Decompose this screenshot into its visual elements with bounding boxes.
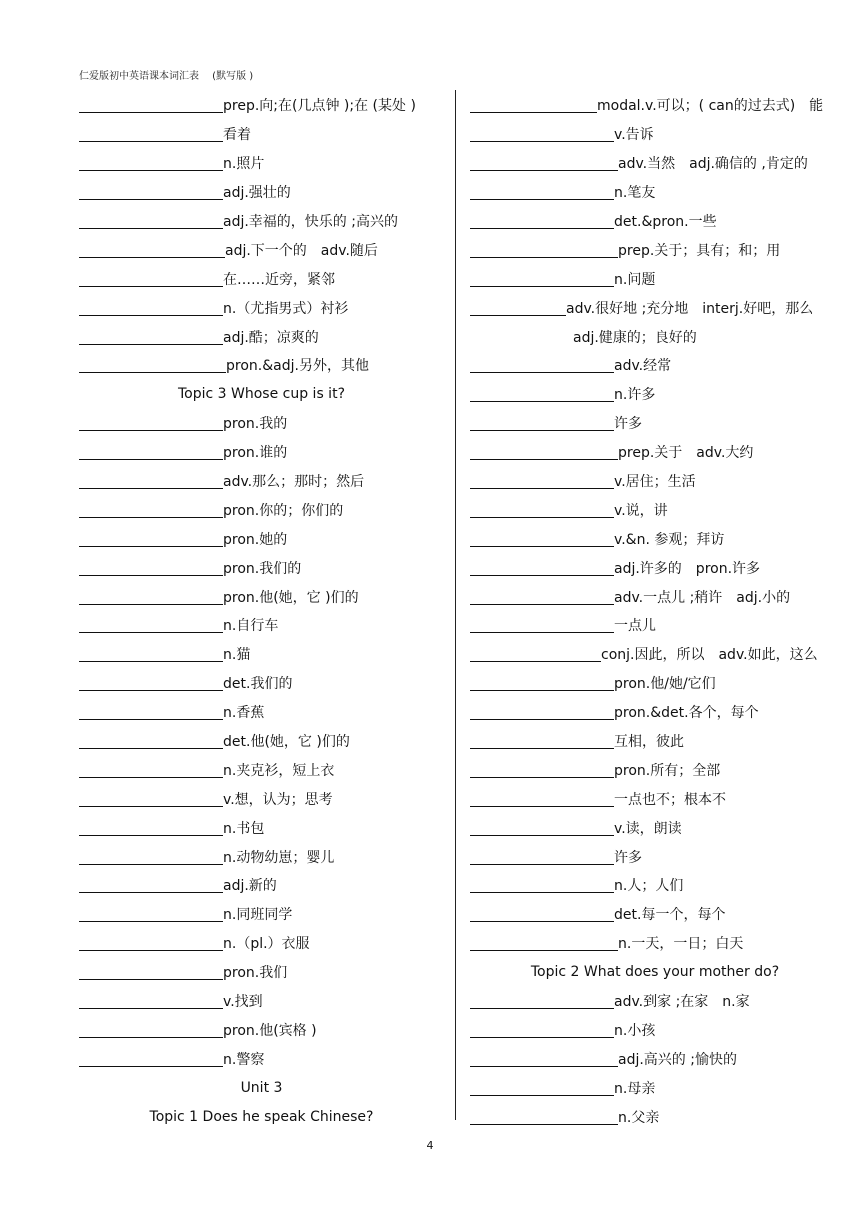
vocab-row: [79, 120, 444, 149]
definition-text: n.自行车: [223, 618, 279, 635]
answer-blank[interactable]: [79, 473, 223, 489]
vocab-row: [79, 524, 444, 553]
answer-blank[interactable]: [470, 473, 614, 489]
answer-blank[interactable]: [79, 820, 223, 836]
answer-blank[interactable]: [470, 242, 618, 258]
definition-text: adj.高兴的 ;愉快的: [618, 1051, 737, 1068]
definition-text: n.夹克衫，短上衣: [223, 762, 335, 779]
definition-text: n.一天，一日；白天: [618, 936, 744, 953]
answer-blank[interactable]: [470, 733, 614, 749]
vocab-row: [79, 409, 444, 438]
page-number: 4: [426, 1139, 434, 1152]
answer-blank[interactable]: [470, 155, 618, 171]
vocab-row: [470, 235, 840, 264]
answer-blank[interactable]: [470, 444, 618, 460]
vocab-row: [470, 929, 840, 958]
vocab-row: [79, 1044, 444, 1073]
vocab-row: [470, 755, 840, 784]
answer-blank[interactable]: [470, 1051, 618, 1067]
definition-text: det.我们的: [223, 676, 293, 693]
answer-blank[interactable]: [470, 415, 614, 431]
vocab-row: [470, 669, 840, 698]
answer-blank[interactable]: [79, 617, 223, 633]
vocab-row: [79, 149, 444, 178]
answer-blank[interactable]: [470, 646, 601, 662]
vocab-row: [470, 524, 840, 553]
answer-blank[interactable]: [470, 906, 614, 922]
vocab-row: [470, 1044, 840, 1073]
answer-blank[interactable]: [470, 877, 614, 893]
definition-text: n.同班同学: [223, 907, 293, 924]
answer-blank[interactable]: [470, 935, 618, 951]
vocab-row: [470, 438, 840, 467]
answer-blank[interactable]: [79, 242, 225, 258]
definition-text: pron.我们: [223, 965, 288, 982]
vocab-row: [79, 293, 444, 322]
definition-text: n.人；人们: [614, 878, 684, 895]
left-column: [79, 91, 444, 1131]
definition-text: pron.&adj.另外，其他: [226, 358, 369, 375]
vocab-row: [79, 698, 444, 727]
definition-text: adj.新的: [223, 878, 277, 895]
vocab-row: [470, 842, 840, 871]
definition-text: adv.一点儿 ;稍许 adj.小的: [614, 589, 791, 606]
definition-text: det.每一个，每个: [614, 907, 726, 924]
vocab-row: [79, 495, 444, 524]
vocab-row: [79, 235, 444, 264]
definition-text: 看着: [223, 127, 251, 144]
answer-blank[interactable]: [79, 560, 223, 576]
definition-text: n.猫: [223, 647, 251, 664]
vocab-row: [79, 669, 444, 698]
vocab-row: [470, 380, 840, 409]
vocab-row: [79, 322, 444, 351]
definition-text: n.许多: [614, 387, 656, 404]
answer-blank[interactable]: [79, 184, 223, 200]
definition-text: pron.他(她，它 )们的: [223, 589, 359, 606]
vocab-row: [79, 553, 444, 582]
answer-blank[interactable]: [470, 704, 614, 720]
vocab-row: [79, 264, 444, 293]
vocab-row: [79, 871, 444, 900]
definition-text: det.他(她，它 )们的: [223, 734, 350, 751]
vocab-row: [79, 582, 444, 611]
vocab-row: [79, 842, 444, 871]
answer-blank[interactable]: [470, 675, 614, 691]
definition-text: pron.所有；全部: [614, 762, 721, 779]
definition-text: prep.关于 adv.大约: [618, 445, 754, 462]
answer-blank[interactable]: [79, 502, 223, 518]
answer-blank[interactable]: [79, 646, 223, 662]
answer-blank[interactable]: [470, 560, 614, 576]
definition-text: 许多: [614, 416, 642, 433]
definition-text: prep.向;在(几点钟 );在 (某处 ): [223, 98, 416, 115]
answer-blank[interactable]: [79, 993, 223, 1009]
section-heading: Topic 1 Does he speak Chinese?: [149, 1108, 374, 1125]
answer-blank[interactable]: [470, 184, 614, 200]
definition-text: 在……近旁，紧邻: [223, 271, 335, 288]
vocab-row: [79, 178, 444, 207]
definition-text: n.（尤指男式）衬衫: [223, 300, 349, 317]
definition-text: 一点儿: [614, 618, 656, 635]
vocab-row: [79, 438, 444, 467]
vocab-row: [79, 755, 444, 784]
answer-blank[interactable]: [470, 791, 614, 807]
definition-text: n.警察: [223, 1051, 265, 1068]
answer-blank[interactable]: [470, 849, 614, 865]
answer-blank[interactable]: [79, 1051, 223, 1067]
document-header: 仁爱版初中英语课本词汇表 (默写版 ): [79, 71, 254, 82]
answer-blank[interactable]: [470, 993, 614, 1009]
vocab-row: [79, 1016, 444, 1045]
definition-text: adj.酷；凉爽的: [223, 329, 319, 346]
answer-blank[interactable]: [79, 762, 223, 778]
definition-text: n.书包: [223, 820, 265, 837]
definition-text: n.小孩: [614, 1022, 656, 1039]
answer-blank[interactable]: [79, 791, 223, 807]
vocab-row: [79, 987, 444, 1016]
answer-blank[interactable]: [79, 964, 223, 980]
definition-text: v.说，讲: [614, 502, 668, 519]
answer-blank[interactable]: [79, 589, 223, 605]
definition-text: adv.当然 adj.确信的 ,肯定的: [618, 156, 808, 173]
answer-blank[interactable]: [470, 1080, 614, 1096]
answer-blank[interactable]: [79, 849, 223, 865]
section-heading: Topic 2 What does your mother do?: [530, 964, 780, 981]
answer-blank[interactable]: [79, 675, 223, 691]
definition-text: adv.到家 ;在家 n.家: [614, 994, 750, 1011]
definition-text: pron.我的: [223, 416, 288, 433]
definition-text: n.父亲: [618, 1109, 660, 1126]
answer-blank[interactable]: [470, 386, 614, 402]
definition-text: pron.我们的: [223, 560, 302, 577]
answer-blank[interactable]: [79, 126, 223, 142]
vocab-row: [470, 149, 840, 178]
vocab-row: [470, 264, 840, 293]
definition-text: n.香蕉: [223, 705, 265, 722]
vocab-row: [470, 409, 840, 438]
definition-text: v.居住；生活: [614, 474, 696, 491]
vocab-row: [470, 178, 840, 207]
vocab-row: [470, 467, 840, 496]
vocab-row: [470, 813, 840, 842]
definition-text: pron.她的: [223, 531, 288, 548]
section-heading: Topic 3 Whose cup is it?: [177, 386, 345, 403]
vocab-row: [470, 351, 840, 380]
vocab-row: [79, 91, 444, 120]
answer-blank[interactable]: [79, 444, 223, 460]
vocab-row: [470, 120, 840, 149]
vocab-row: [470, 698, 840, 727]
vocab-row: [470, 582, 840, 611]
definition-text: adj.许多的 pron.许多: [614, 560, 761, 577]
definition-text: prep.关于；具有；和；用: [618, 242, 781, 259]
answer-blank[interactable]: [79, 906, 223, 922]
definition-text: adv.那么；那时；然后: [223, 474, 365, 491]
vocab-row: [470, 1073, 840, 1102]
answer-blank[interactable]: [470, 357, 614, 373]
answer-blank[interactable]: [470, 820, 614, 836]
right-column: [470, 91, 840, 1131]
answer-blank[interactable]: [470, 531, 614, 547]
vocab-row: [79, 784, 444, 813]
vocab-row: [470, 1102, 840, 1131]
answer-blank[interactable]: [79, 1022, 223, 1038]
definition-continuation: adj.健康的；良好的: [573, 329, 697, 346]
answer-blank[interactable]: [79, 271, 223, 287]
vocab-row: [470, 91, 840, 120]
definition-text: 许多: [614, 849, 642, 866]
definition-text: v.想，认为；思考: [223, 791, 333, 808]
answer-blank[interactable]: [470, 97, 597, 113]
answer-blank[interactable]: [79, 357, 226, 373]
definition-text: n.笔友: [614, 185, 656, 202]
vocab-row: [470, 207, 840, 236]
definition-text: modal.v.可以；( can的过去式) 能: [597, 98, 824, 115]
definition-text: v.找到: [223, 994, 263, 1011]
answer-blank[interactable]: [470, 762, 614, 778]
answer-blank[interactable]: [470, 502, 614, 518]
vocab-row: [470, 495, 840, 524]
vocab-row: [470, 727, 840, 756]
vocab-row: [79, 467, 444, 496]
answer-blank[interactable]: [79, 733, 223, 749]
definition-text: adj.幸福的，快乐的 ;高兴的: [223, 214, 398, 230]
vocab-row: [470, 784, 840, 813]
vocab-row: [470, 871, 840, 900]
vocab-row: [79, 640, 444, 669]
answer-blank[interactable]: [79, 329, 223, 345]
vocab-row: [470, 1016, 840, 1045]
definition-text: pron.他/她/它们: [614, 676, 716, 693]
definition-text: v.&n. 参观；拜访: [614, 531, 725, 548]
definition-text: 互相，彼此: [614, 734, 684, 751]
definition-text: adj.下一个的 adv.随后: [225, 242, 378, 259]
answer-blank[interactable]: [79, 300, 223, 316]
definition-text: det.&pron.一些: [614, 214, 717, 230]
section-heading: Unit 3: [240, 1079, 283, 1096]
answer-blank[interactable]: [470, 589, 614, 605]
answer-blank[interactable]: [470, 126, 614, 142]
definition-text: n.（pl.）衣服: [223, 936, 310, 953]
vocab-row: [470, 640, 840, 669]
definition-text: pron.&det.各个，每个: [614, 705, 759, 722]
vocab-row: [79, 611, 444, 640]
vocab-row: [470, 611, 840, 640]
definition-text: v.读，朗读: [614, 820, 682, 837]
definition-text: 一点也不；根本不: [614, 791, 726, 808]
answer-blank[interactable]: [470, 300, 566, 316]
definition-text: n.问题: [614, 271, 656, 288]
vocab-row: [470, 553, 840, 582]
vocab-row: [470, 900, 840, 929]
answer-blank[interactable]: [79, 97, 223, 113]
vocab-row: [79, 813, 444, 842]
definition-text: adv.很好地 ;充分地 interj.好吧，那么: [566, 300, 814, 317]
definition-text: pron.他(宾格 ): [223, 1022, 317, 1039]
answer-blank[interactable]: [79, 415, 223, 431]
definition-text: n.母亲: [614, 1080, 656, 1097]
vocab-row: [79, 351, 444, 380]
definition-text: n.动物幼崽；婴儿: [223, 849, 335, 866]
definition-text: v.告诉: [614, 127, 654, 144]
answer-blank[interactable]: [470, 1109, 618, 1125]
definition-text: pron.谁的: [223, 445, 288, 462]
definition-text: adv.经常: [614, 358, 672, 375]
answer-blank[interactable]: [79, 877, 223, 893]
vocab-row: [79, 929, 444, 958]
definition-text: conj.因此，所以 adv.如此，这么: [601, 647, 818, 664]
vocab-row: [79, 207, 444, 236]
answer-blank[interactable]: [470, 213, 614, 229]
definition-text: pron.你的；你们的: [223, 502, 344, 519]
definition-text: n.照片: [223, 156, 265, 173]
vocab-row: [470, 293, 840, 322]
answer-blank[interactable]: [79, 704, 223, 720]
vocab-row: [79, 900, 444, 929]
vocab-row: [79, 958, 444, 987]
vocab-row: [470, 987, 840, 1016]
answer-blank[interactable]: [79, 155, 223, 171]
vocab-row: [79, 727, 444, 756]
definition-text: adj.强壮的: [223, 185, 291, 202]
column-divider: [455, 90, 456, 1120]
answer-blank[interactable]: [470, 1022, 614, 1038]
answer-blank[interactable]: [79, 531, 223, 547]
answer-blank[interactable]: [79, 213, 223, 229]
answer-blank[interactable]: [470, 271, 614, 287]
answer-blank[interactable]: [79, 935, 223, 951]
answer-blank[interactable]: [470, 617, 614, 633]
